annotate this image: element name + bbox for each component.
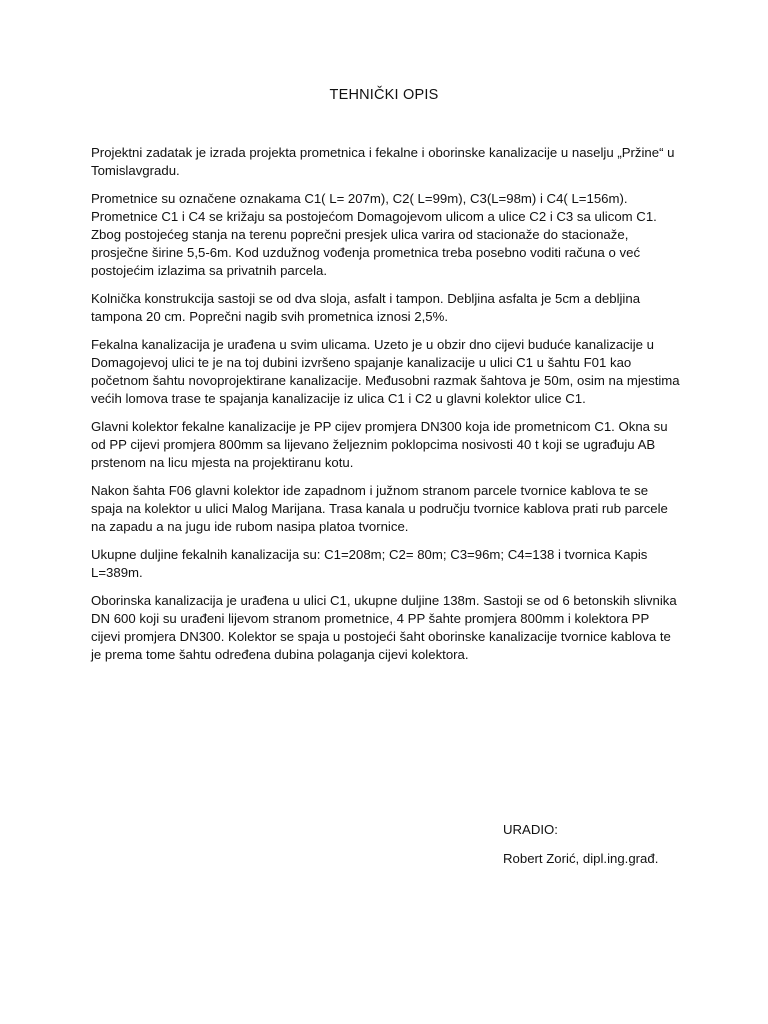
paragraph-collector-route: Nakon šahta F06 glavni kolektor ide zapadnom i južnom stranom parcele tvornice kablova te se spaja na kolektor u ulici Malog Marijana. Trasa kanala u području tvornice kablova prati rub parcele na zapadu a na jugu ide rubom nasipa platoa tvornice. — [91, 483, 668, 534]
paragraph-stormwater: Oborinska kanalizacija je urađena u ulici C1, ukupne duljine 138m. Sastoji se od 6 betonskih slivnika DN 600 koji su urađeni lijevom stranom prometnice, 4 PP šahte promjera 800mm i kolektora PP cijevi promjera DN300. Kolektor se spaja u postojeći šaht oborinske kanalizacije tvornice kablova te je prema tome šahtu određena dubina polaganja cijevi kolektora. — [91, 593, 677, 662]
signature-name: Robert Zorić, dipl.ing.građ. — [503, 851, 659, 866]
paragraph-sewage: Fekalna kanalizacija je urađena u svim ulicama. Uzeto je u obzir dno cijevi buduće kanalizacije u Domagojevoj ulici te je na toj dubini izvršeno spajanje kanalizacije u ulici C1 u šahtu F01 kao početnom šahtu novoprojektirane kanalizacije. Međusobni razmak šahtova je 50m, osim na mjestima većih lomova trase te spajanja kanalizacije iz ulica C1 i C2 u glavni kolektor ulice C1. — [91, 337, 680, 406]
paragraph-pavement: Kolnička konstrukcija sastoji se od dva sloja, asfalt i tampon. Debljina asfalta je 5cm a debljina tampona 20 cm. Poprečni nagib svih prometnica iznosi 2,5%. — [91, 291, 641, 324]
paragraph-roads: Prometnice su označene oznakama C1( L= 207m), C2( L=99m), C3(L=98m) i C4( L=156m). Prometnice C1 i C4 se križaju sa postojećom Domagojevom ulicom a ulice C2 i C3 sa ulicom C1. Zbog postojećeg stanja na terenu poprečni presjek ulica varira od stacionaže do stacionaže, prosječne širine 5,5-6m. Kod uzdužnog vođenja prometnica treba posebno voditi računa o već postojećim izlazima sa privatnih parcela. — [91, 191, 657, 278]
paragraph-main-collector: Glavni kolektor fekalne kanalizacije je PP cijev promjera DN300 koja ide prometnicom C1. Okna su od PP cijevi promjera 800mm sa lijevano željeznim poklopcima nosivosti 40 t koji se ugrađuju AB prstenom na licu mjesta na projektiranu kotu. — [91, 419, 668, 470]
document-body — [91, 144, 681, 674]
signature-block — [503, 821, 733, 879]
paragraph-intro: Projektni zadatak je izrada projekta prometnica i fekalne i oborinske kanalizacije u naselju „Pržine“ u Tomislavgradu. — [91, 145, 675, 178]
paragraph-lengths: Ukupne duljine fekalnih kanalizacija su: C1=208m; C2= 80m; C3=96m; C4=138 i tvornica Kapis L=389m. — [91, 547, 648, 580]
document-title: TEHNIČKI OPIS — [329, 87, 439, 103]
signature-label: URADIO: — [503, 822, 558, 837]
